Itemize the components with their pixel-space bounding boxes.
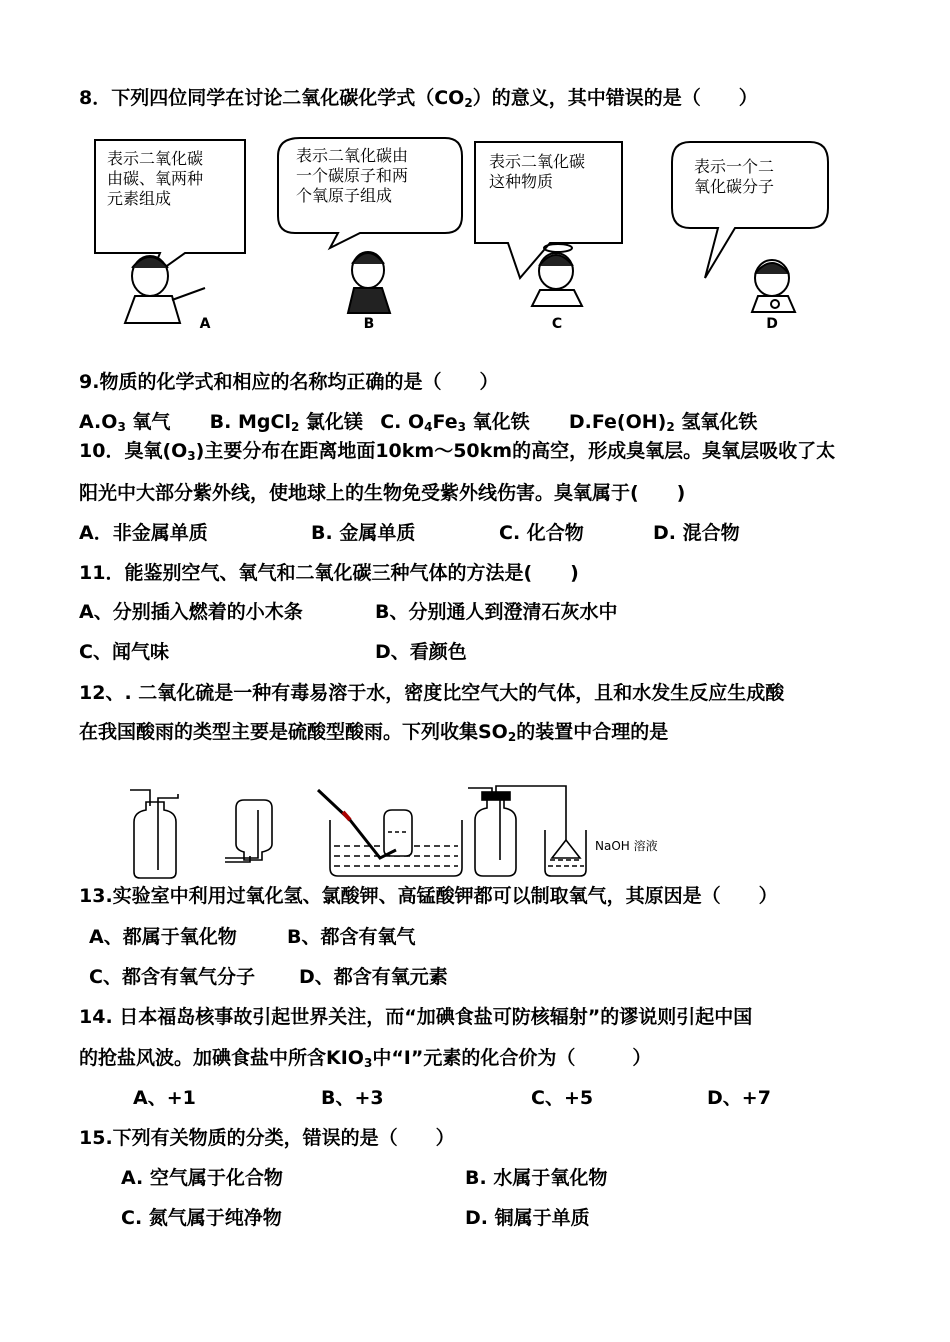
student-figure-b xyxy=(348,252,390,313)
q11-stem: 11．能鉴别空气、氧气和二氧化碳三种气体的方法是( ) xyxy=(79,562,579,584)
q14-option-d: D、+7 xyxy=(707,1087,771,1109)
q14-option-b: B、+3 xyxy=(321,1087,384,1109)
q9-options xyxy=(79,410,757,439)
q15-option-b: B. 水属于氧化物 xyxy=(465,1167,608,1189)
q11-option-c: C、闻气味 xyxy=(79,641,169,663)
q14-option-c: C、+5 xyxy=(531,1087,594,1109)
apparatus-2 xyxy=(225,800,272,862)
q10-option-d: D. 混合物 xyxy=(653,522,740,544)
naoh-solution-label: NaOH 溶液 xyxy=(595,839,658,853)
figure-label-d: D xyxy=(766,316,778,332)
q13-option-b: B、都含有氧气 xyxy=(287,926,416,948)
q12-line2: 在我国酸雨的类型主要是硫酸型酸雨。下列收集$SO_2$的装置中合理的是 xyxy=(79,721,669,744)
q14-option-a: A、+1 xyxy=(133,1087,196,1109)
q15-stem: 15.下列有关物质的分类，错误的是（ ） xyxy=(79,1127,455,1149)
q8-stem: 8．下列四位同学在讨论二氧化碳化学式$(CO_2)$的意义，其中错误的是（ ） xyxy=(79,87,758,110)
bubble-d-text: 表示一个二 氧化碳分子 xyxy=(694,157,775,196)
q9-option-b: B. MgCl$_2$ 氯化镁 xyxy=(209,411,363,434)
q15-option-c: C. 氮气属于纯净物 xyxy=(121,1207,282,1229)
bubble-b-text: 表示二氧化碳由 一个碳原子和两 个氧原子组成 xyxy=(296,146,409,205)
q15-option-a: A. 空气属于化合物 xyxy=(121,1167,283,1189)
q10-option-c: C. 化合物 xyxy=(499,522,584,544)
q13-option-c: C、都含有氧气分子 xyxy=(89,966,255,988)
q13-option-d: D、都含有氧元素 xyxy=(299,966,448,988)
q10-line2: 阳光中大部分紫外线，使地球上的生物免受紫外线伤害。臭氧属于( ) xyxy=(79,482,686,504)
apparatus-1 xyxy=(130,790,178,878)
q9-stem: 9.物质的化学式和相应的名称均正确的是（ ） xyxy=(79,371,499,393)
q13-option-a: A、都属于氧化物 xyxy=(89,926,237,948)
q13-stem: 13.实验室中利用过氧化氢、氯酸钾、高锰酸钾都可以制取氧气，其原因是（ ） xyxy=(79,885,778,907)
q11-option-d: D、看颜色 xyxy=(375,641,467,663)
q12-apparatus-figure xyxy=(0,780,950,890)
q15-option-d: D. 铜属于单质 xyxy=(465,1207,590,1229)
apparatus-4 xyxy=(468,786,586,876)
apparatus-3 xyxy=(318,790,462,876)
bubble-a-text: 表示二氧化碳 由碳、氧两种 元素组成 xyxy=(107,149,204,208)
q10-option-b: B. 金属单质 xyxy=(311,522,416,544)
figure-label-a: A xyxy=(199,316,211,332)
q9-option-c: C. $O_4Fe_3$ 氧化铁 xyxy=(380,411,530,434)
figure-label-b: B xyxy=(363,316,375,332)
q10-line1: 10．臭氧$(O_3)$主要分布在距离地面10km～50km的高空，形成臭氧层。臭氧层吸收了太 xyxy=(79,440,836,463)
q14-line1: 14. 日本福岛核事故引起世界关注，而“加碘食盐可防核辐射”的谬说则引起中国 xyxy=(79,1006,753,1028)
student-figure-a xyxy=(125,256,205,323)
q12-line1: 12、. 二氧化硫是一种有毒易溶于水，密度比空气大的气体，且和水发生反应生成酸 xyxy=(79,682,785,704)
bubble-c-text: 表示二氧化碳 这种物质 xyxy=(489,152,586,191)
q14-line2: 的抢盐风波。加碘食盐中所含$KIO_3$中“I”元素的化合价为（ ） xyxy=(79,1047,652,1070)
q9-option-d: $D.Fe(OH)_2$ 氢氧化铁 xyxy=(568,411,758,434)
q9-option-a: $A.O_3$ 氧气 xyxy=(79,411,171,434)
q11-option-a: A、分别插入燃着的小木条 xyxy=(79,601,303,623)
q10-option-a: A．非金属单质 xyxy=(79,522,208,544)
figure-label-c: C xyxy=(551,316,563,332)
student-figure-d xyxy=(752,260,795,312)
q11-option-b: B、分别通人到澄清石灰水中 xyxy=(375,601,618,623)
